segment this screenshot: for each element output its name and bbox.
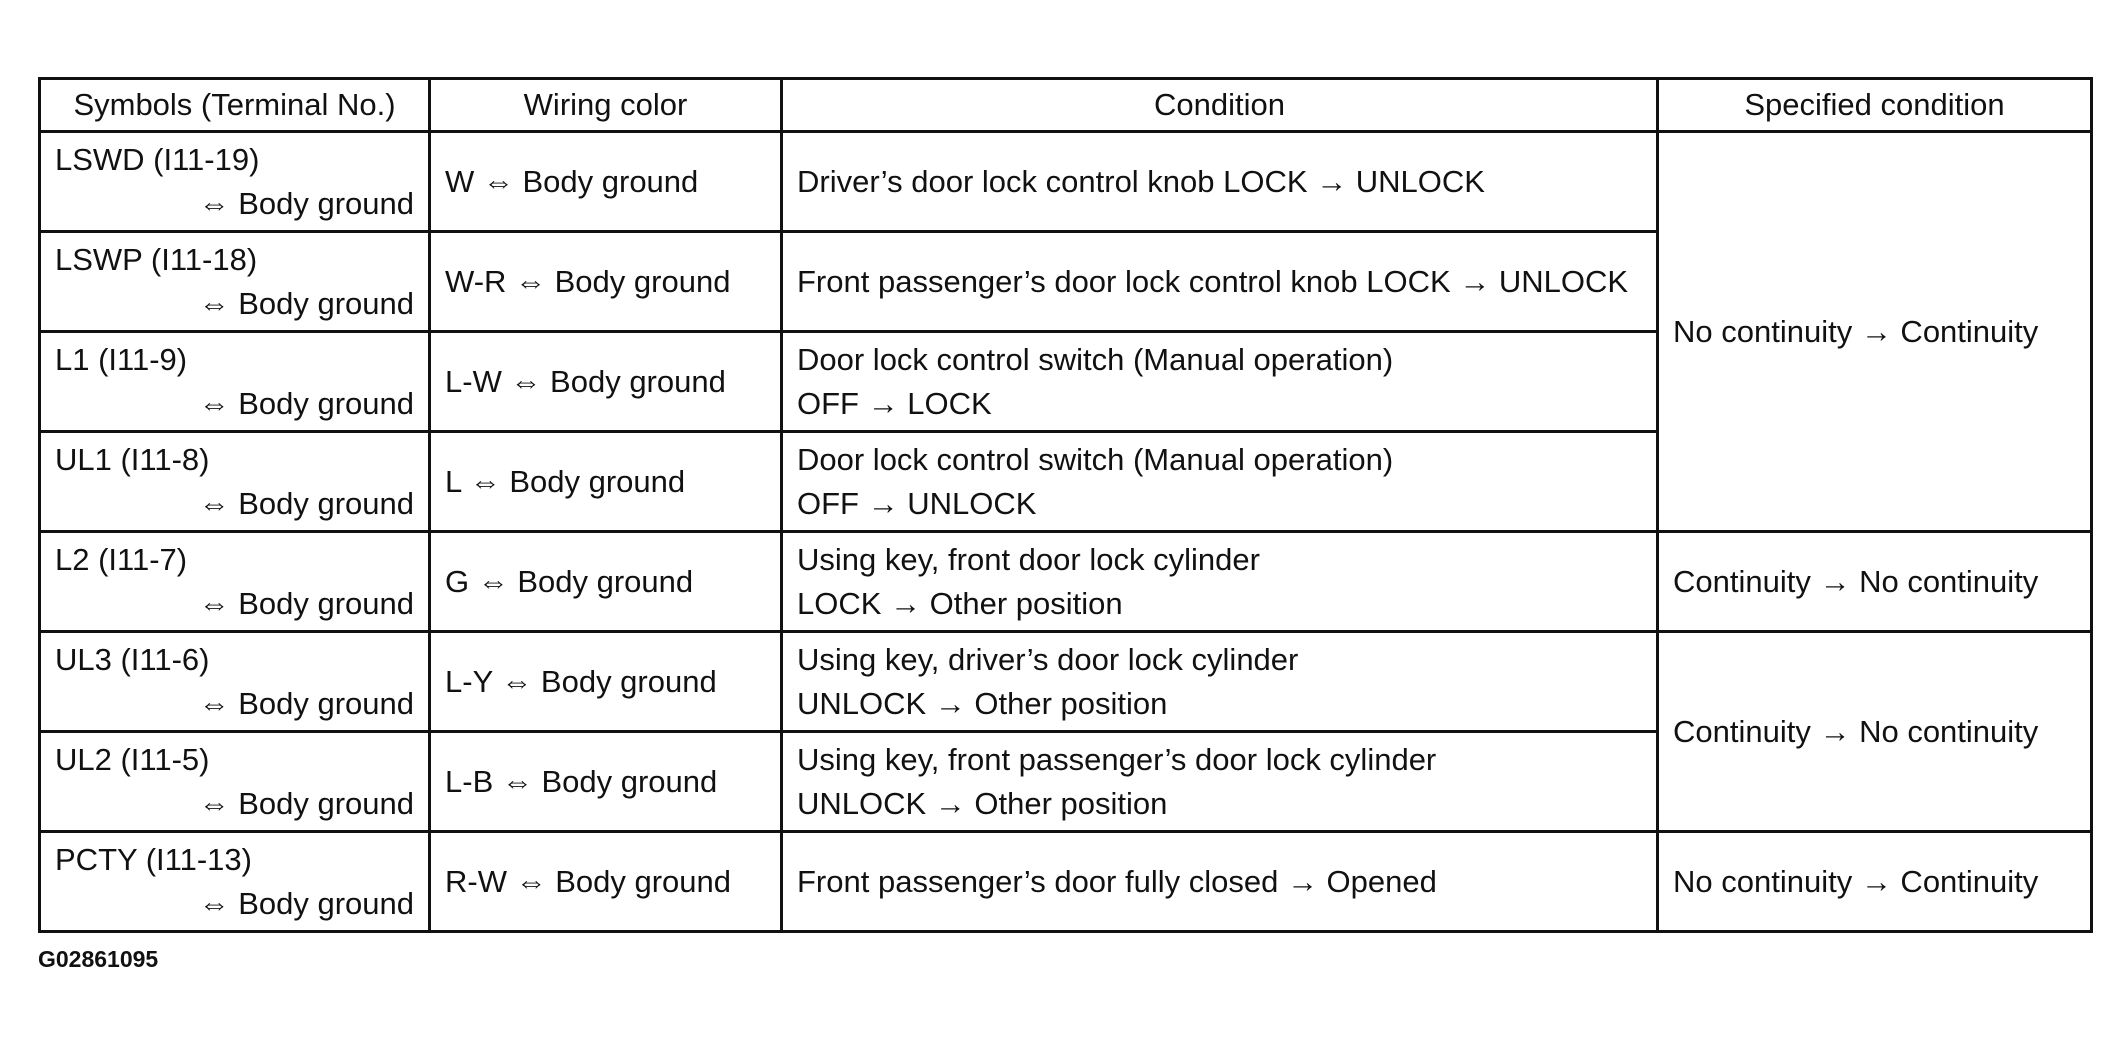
wiring-color-cell: G ⇔ Body ground — [430, 532, 782, 632]
condition-text: Using key, front door lock cylinder — [797, 542, 1260, 578]
symbol-cell — [40, 632, 430, 732]
wiring-color-cell: L-W ⇔ Body ground — [430, 332, 782, 432]
condition-cell — [782, 232, 1658, 332]
header-condition: Condition — [782, 79, 1658, 132]
symbol-cell — [40, 332, 430, 432]
condition-text: Front passenger’s door lock control knob LOCK → UNLOCK — [797, 263, 1629, 299]
condition-state: LOCK → Other position — [797, 585, 1123, 621]
table-row — [40, 632, 2092, 732]
terminal-symbol: UL1 (I11-8) — [55, 442, 210, 478]
wiring-color-cell: L-B ⇔ Body ground — [430, 732, 782, 832]
header-wiring-color: Wiring color — [430, 79, 782, 132]
terminal-ground: ⇔ Body ground — [198, 485, 414, 521]
wiring-color-cell: R-W ⇔ Body ground — [430, 832, 782, 932]
symbol-cell — [40, 432, 430, 532]
symbol-cell — [40, 532, 430, 632]
terminal-ground: ⇔ Body ground — [198, 285, 414, 321]
terminal-ground: ⇔ Body ground — [198, 385, 414, 421]
condition-cell — [782, 432, 1658, 532]
condition-cell — [782, 632, 1658, 732]
condition-cell — [782, 332, 1658, 432]
condition-text: Driver’s door lock control knob LOCK → UNLOCK — [797, 163, 1485, 199]
symbol-cell — [40, 732, 430, 832]
wiring-color-cell: L ⇔ Body ground — [430, 432, 782, 532]
terminal-symbol: UL2 (I11-5) — [55, 742, 210, 778]
table-row — [40, 832, 2092, 932]
condition-cell — [782, 732, 1658, 832]
terminal-ground: ⇔ Body ground — [198, 185, 414, 221]
terminal-symbol: L2 (I11-7) — [55, 542, 188, 578]
terminal-symbol: LSWP (I11-18) — [55, 242, 258, 278]
terminal-ground: ⇔ Body ground — [198, 685, 414, 721]
condition-text: Front passenger’s door fully closed → Opened — [797, 863, 1437, 899]
condition-state: UNLOCK → Other position — [797, 685, 1168, 721]
symbol-cell — [40, 832, 430, 932]
condition-cell — [782, 532, 1658, 632]
wiring-color-cell: W ⇔ Body ground — [430, 132, 782, 232]
specified-condition-cell: No continuity → Continuity — [1658, 832, 2092, 932]
terminal-symbol: LSWD (I11-19) — [55, 142, 260, 178]
wiring-color-cell: L-Y ⇔ Body ground — [430, 632, 782, 732]
condition-cell — [782, 132, 1658, 232]
header-specified-condition: Specified condition — [1658, 79, 2092, 132]
symbol-cell — [40, 232, 430, 332]
condition-state: UNLOCK → Other position — [797, 785, 1168, 821]
condition-text: Using key, driver’s door lock cylinder — [797, 642, 1299, 678]
terminal-ground: ⇔ Body ground — [198, 785, 414, 821]
terminal-symbol: PCTY (I11-13) — [55, 842, 252, 878]
table-row — [40, 132, 2092, 232]
condition-text: Door lock control switch (Manual operation) — [797, 342, 1394, 378]
terminal-ground: ⇔ Body ground — [198, 885, 414, 921]
header-symbols: Symbols (Terminal No.) — [40, 79, 430, 132]
table-row — [40, 532, 2092, 632]
condition-state: OFF → UNLOCK — [797, 485, 1037, 521]
specified-condition-cell: Continuity → No continuity — [1658, 632, 2092, 832]
terminal-symbol: UL3 (I11-6) — [55, 642, 210, 678]
wiring-color-cell: W-R ⇔ Body ground — [430, 232, 782, 332]
symbol-cell — [40, 132, 430, 232]
condition-text: Using key, front passenger’s door lock cylinder — [797, 742, 1437, 778]
figure-id: G02861095 — [38, 946, 159, 972]
condition-text: Door lock control switch (Manual operation) — [797, 442, 1394, 478]
table-header-row — [40, 79, 2092, 132]
specified-condition-cell: Continuity → No continuity — [1658, 532, 2092, 632]
specified-condition-cell: No continuity → Continuity — [1658, 132, 2092, 532]
condition-cell — [782, 832, 1658, 932]
inspection-table — [38, 77, 2093, 933]
terminal-ground: ⇔ Body ground — [198, 585, 414, 621]
condition-state: OFF → LOCK — [797, 385, 992, 421]
terminal-symbol: L1 (I11-9) — [55, 342, 188, 378]
